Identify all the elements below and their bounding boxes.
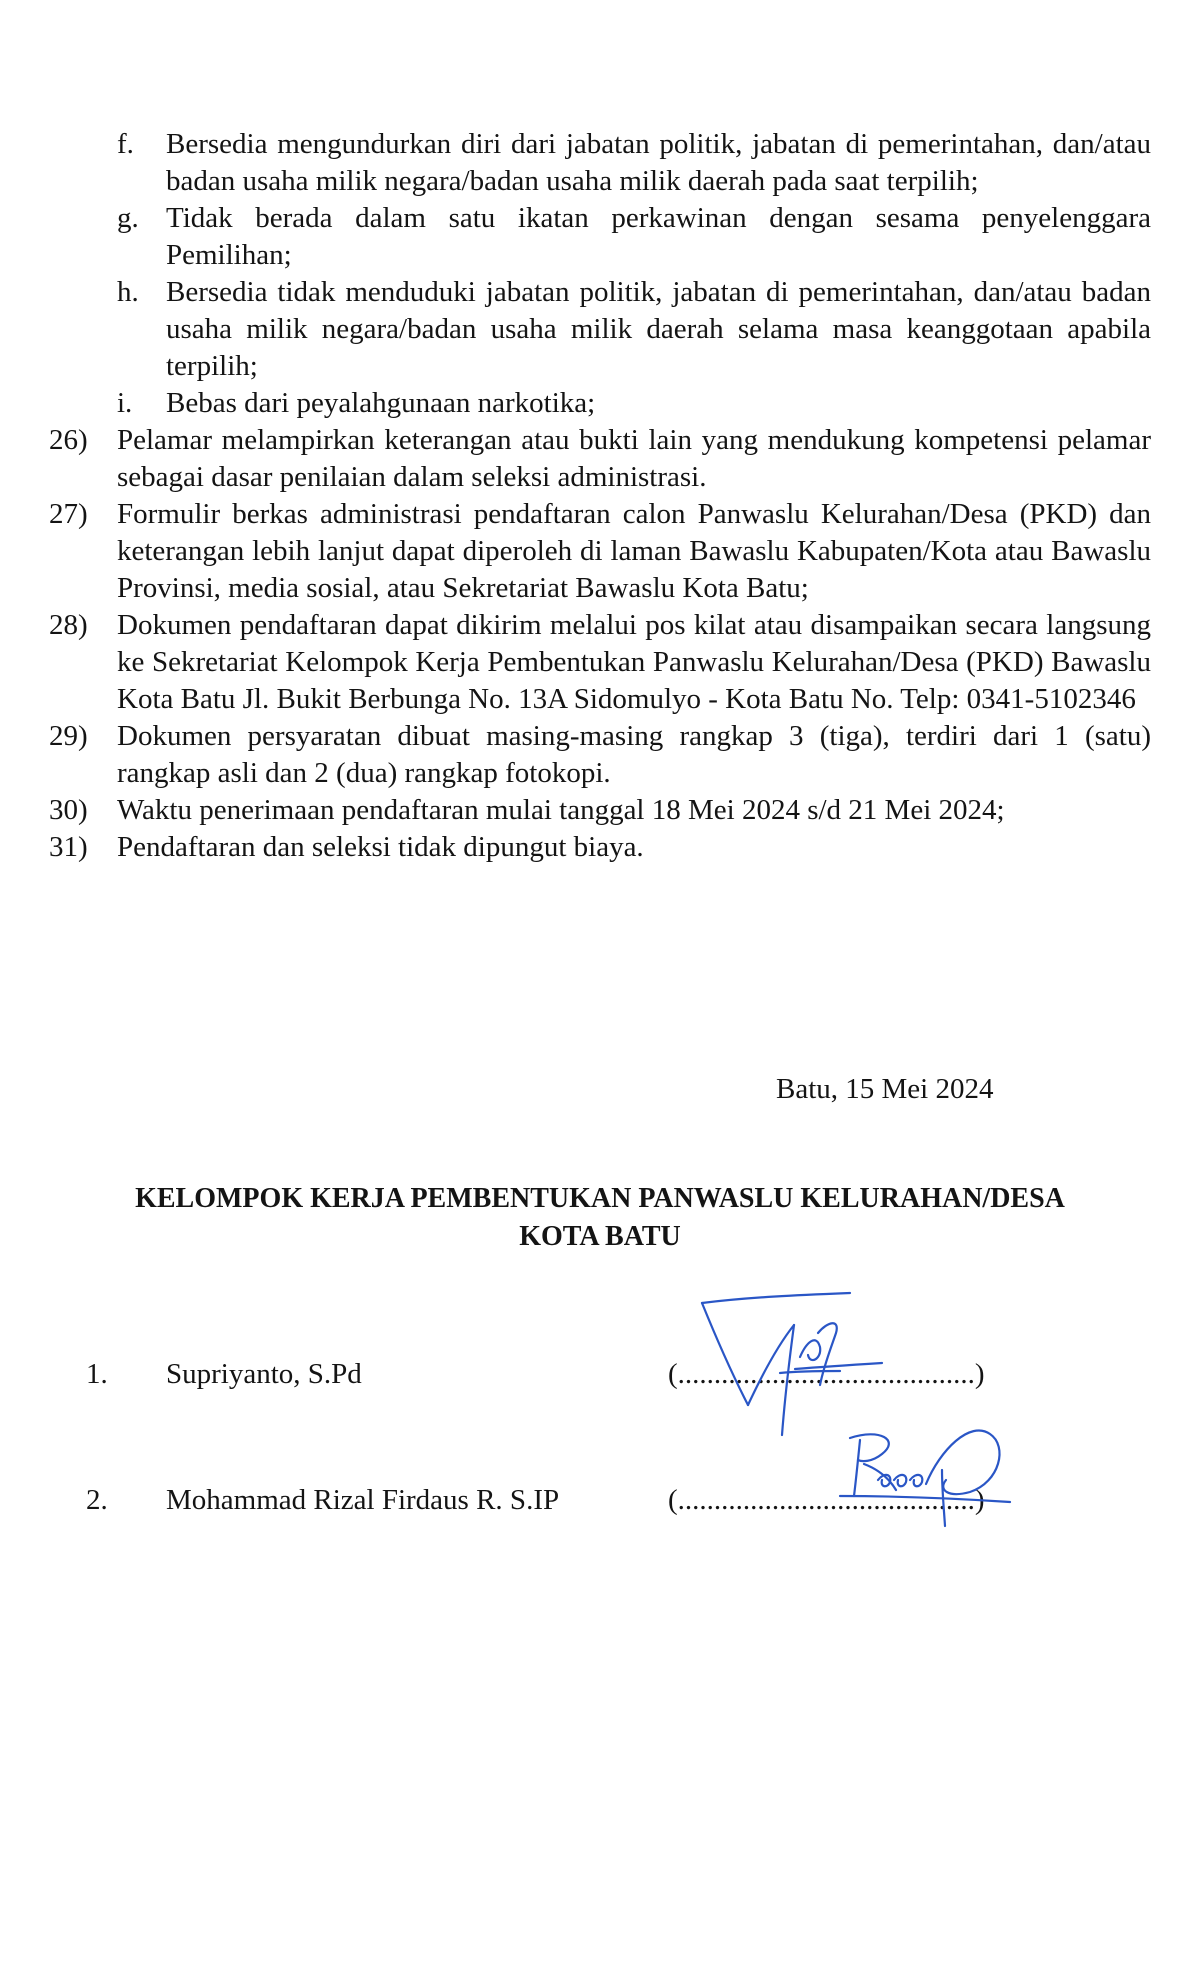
list-item-text: Dokumen persyaratan dibuat masing-masing rangkap 3 (tiga), terdiri dari 1 (satu) rangkap asli dan 2 (dua) rangkap fotokopi. bbox=[117, 720, 1151, 789]
list-item-label: f. bbox=[117, 128, 134, 160]
list-item bbox=[0, 718, 1200, 792]
list-item-text: Bersedia tidak menduduki jabatan politik, jabatan di pemerintahan, dan/atau badan usaha milik negara/badan usaha milik daerah selama masa keanggotaan apabila terpilih; bbox=[166, 276, 1151, 382]
list-item bbox=[0, 385, 1200, 422]
list-item-text: Pelamar melampirkan keterangan atau bukti lain yang mendukung kompetensi pelamar sebagai dasar penilaian dalam seleksi administrasi. bbox=[117, 424, 1151, 493]
list-item-label: g. bbox=[117, 202, 139, 234]
list-item bbox=[0, 792, 1200, 829]
list-item bbox=[0, 496, 1200, 607]
signatory-number: 1. bbox=[86, 1358, 108, 1390]
committee-title bbox=[0, 1180, 1200, 1256]
list-item-label: 31) bbox=[49, 831, 88, 863]
signature-2 bbox=[830, 1410, 1020, 1530]
list-item-text: Pendaftaran dan seleksi tidak dipungut biaya. bbox=[117, 831, 644, 863]
list-item-label: i. bbox=[117, 387, 133, 419]
list-item-label: 29) bbox=[49, 720, 88, 752]
list-item-text: Bebas dari peyalahgunaan narkotika; bbox=[166, 387, 596, 419]
signatory-row bbox=[0, 1356, 1200, 1393]
list-item-label: 27) bbox=[49, 498, 88, 530]
signature-line: (.........................................) bbox=[668, 1484, 985, 1516]
list-item-label: 28) bbox=[49, 609, 88, 641]
list-item-label: 30) bbox=[49, 794, 88, 826]
list-item-text: Tidak berada dalam satu ikatan perkawinan dengan sesama penyelenggara Pemilihan; bbox=[166, 202, 1151, 271]
list-item-text: Dokumen pendaftaran dapat dikirim melalui pos kilat atau disampaikan secara langsung ke Sekretariat Kelompok Kerja Pembentukan Panwaslu Kelurahan/Desa (PKD) Bawaslu Kota Batu Jl. Bukit Berbunga No. 13A Sidomulyo - Kota Batu No. Telp: 0341-5102346 bbox=[117, 609, 1151, 715]
committee-title-line: KOTA BATU bbox=[519, 1221, 681, 1252]
place-and-date: Batu, 15 Mei 2024 bbox=[776, 1073, 994, 1105]
signatory-name: Mohammad Rizal Firdaus R. S.IP bbox=[166, 1484, 560, 1516]
list-item bbox=[0, 200, 1200, 274]
signatory-name: Supriyanto, S.Pd bbox=[166, 1358, 362, 1390]
list-item bbox=[0, 607, 1200, 718]
list-item-text: Bersedia mengundurkan diri dari jabatan politik, jabatan di pemerintahan, dan/atau badan usaha milik negara/badan usaha milik daerah pada saat terpilih; bbox=[166, 128, 1151, 197]
signature-line: (.........................................) bbox=[668, 1358, 985, 1390]
requirements-list bbox=[0, 126, 1200, 866]
committee-title-line: KELOMPOK KERJA PEMBENTUKAN PANWASLU KELURAHAN/DESA bbox=[135, 1183, 1065, 1214]
list-item bbox=[0, 829, 1200, 866]
list-item-text: Formulir berkas administrasi pendaftaran calon Panwaslu Kelurahan/Desa (PKD) dan keterangan lebih lanjut dapat diperoleh di laman Bawaslu Kabupaten/Kota atau Bawaslu Provinsi, media sosial, atau Sekretariat Bawaslu Kota Batu; bbox=[117, 498, 1151, 604]
list-item bbox=[0, 274, 1200, 385]
list-item-label: 26) bbox=[49, 424, 88, 456]
list-item-text: Waktu penerimaan pendaftaran mulai tanggal 18 Mei 2024 s/d 21 Mei 2024; bbox=[117, 794, 1005, 826]
list-item bbox=[0, 126, 1200, 200]
list-item bbox=[0, 422, 1200, 496]
list-item-label: h. bbox=[117, 276, 139, 308]
signatory-row bbox=[0, 1482, 1200, 1519]
signatory-number: 2. bbox=[86, 1484, 108, 1516]
